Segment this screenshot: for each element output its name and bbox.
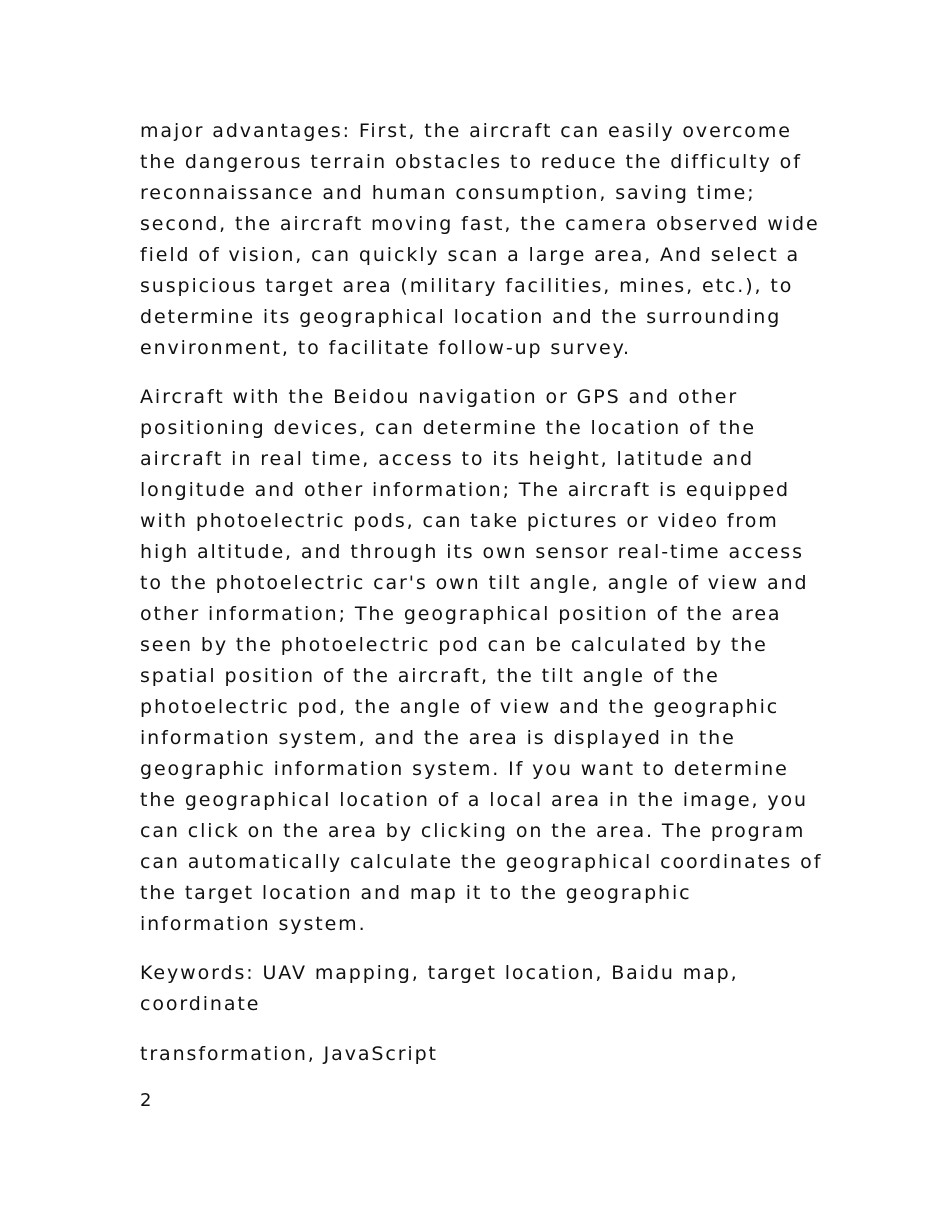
keywords-line: Keywords: UAV mapping, target location, Baidu map, coordinate <box>140 962 739 1015</box>
keywords-continuation: transformation, JavaScript <box>140 1043 438 1065</box>
page-number: 2 <box>140 1090 152 1111</box>
document-body <box>140 116 830 1070</box>
paragraph-advantages: major advantages: First, the aircraft can easily overcome the dangerous terrain obstacles to reduce the difficulty of reconnaissance and human consumption, saving time; second, the aircraft moving fast, the camera observed wide field of vision, can quickly scan a large area, And select a suspicious target area (military facilities, mines, etc.), to determine its geographical location and the surrounding environment, to facilitate follow-up survey. <box>140 120 820 359</box>
paragraph-positioning: Aircraft with the Beidou navigation or GPS and other positioning devices, can determine the location of the aircraft in real time, access to its height, latitude and longitude and other information; The aircraft is equipped with photoelectric pods, can take pictures or video from high altitude, and through its own sensor real-time access to the photoelectric car's own tilt angle, angle of view and other information; The geographical position of the area seen by the photoelectric pod can be calculated by the spatial position of the aircraft, the tilt angle of the photoelectric pod, the angle of view and the geographic information system, and the area is displayed in the geographic information system. If you want to determine the geographical location of a local area in the image, you can click on the area by clicking on the area. The program can automatically calculate the geographical coordinates of the target location and map it to the geographic information system. <box>140 386 823 935</box>
